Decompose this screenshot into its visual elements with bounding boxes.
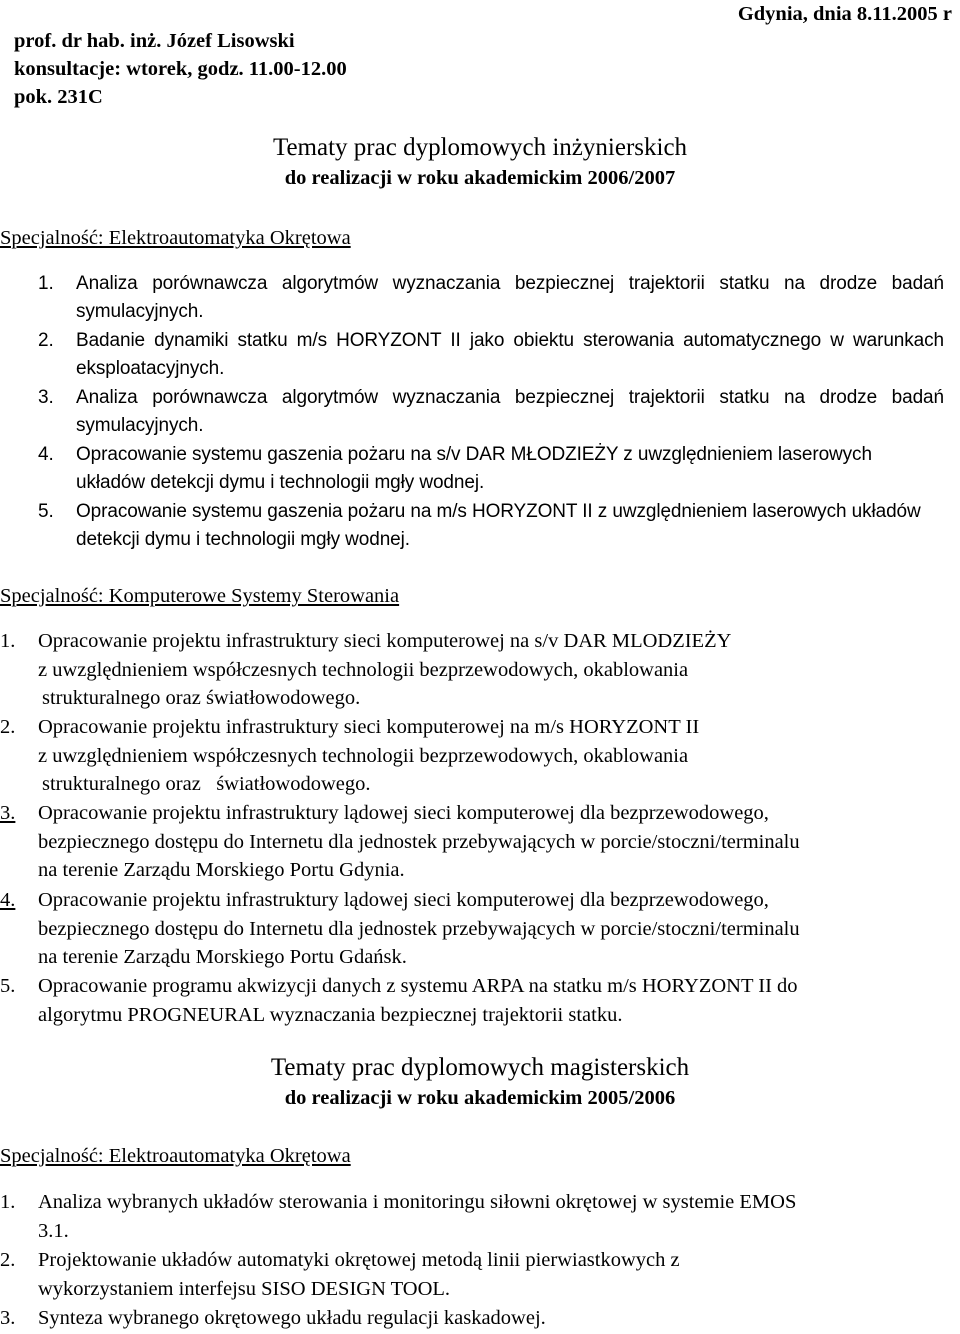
section1-heading xyxy=(0,133,960,191)
list-item: 5. Opracowanie systemu gaszenia pożaru na m/s HORYZONT II z uwzględnieniem laserowych układów detekcji dymu i technologii mgły wodnej. xyxy=(38,501,921,550)
list-item: 1. Analiza porównawcza algorytmów wyznaczania bezpiecznej trajektorii statku na drodze badań symulacyjnych. xyxy=(38,273,944,322)
list-item: 1. Analiza wybranych układów sterowania i monitoringu siłowni okrętowej w systemie EMOS 3.1. xyxy=(0,1191,797,1242)
room-number: pok. 231C xyxy=(14,86,103,108)
section1-specialization-a: Specjalność: Elektroautomatyka Okrętowa xyxy=(0,227,351,249)
list-item: 2. Badanie dynamiki statku m/s HORYZONT II jako obiektu sterowania automatycznego w warunkach eksploatacyjnych. xyxy=(38,330,944,379)
list-item: 5. Opracowanie programu akwizycji danych z systemu ARPA na statku m/s HORYZONT II do algorytmu PROGNEURAL wyznaczania bezpiecznej trajektorii statku. xyxy=(0,975,798,1026)
list-item: 4. Opracowanie projektu infrastruktury lądowej sieci komputerowej dla bezprzewodowego, bezpiecznego dostępu do Internetu dla jednostek przebywających w porcie/stoczni/terminalu na terenie Zarządu Morskiego Portu Gdańsk. xyxy=(0,889,800,968)
author-name: prof. dr hab. inż. Józef Lisowski xyxy=(14,30,295,52)
section1-spec-b-list xyxy=(0,627,960,1030)
section1-title: Tematy prac dyplomowych inżynierskich xyxy=(272,134,688,161)
section2-title: Tematy prac dyplomowych magisterskich xyxy=(270,1054,690,1081)
section1-subtitle: do realizacji w roku akademickim 2006/2007 xyxy=(284,167,676,189)
section1-spec-a-list xyxy=(38,270,944,552)
section2-spec-a-list xyxy=(0,1188,960,1334)
section1-specialization-b: Specjalność: Komputerowe Systemy Sterowania xyxy=(0,585,400,607)
section2-specialization-a: Specjalność: Elektroautomatyka Okrętowa xyxy=(0,1145,351,1167)
list-item: 4. Opracowanie systemu gaszenia pożaru na s/v DAR MŁODZIEŻY z uwzględnieniem laserowych układów detekcji dymu i technologii mgły wodnej. xyxy=(38,444,872,493)
list-item: 1. Opracowanie projektu infrastruktury sieci komputerowej na s/v DAR MLODZIEŻY z uwzględnieniem współczesnych technologii bezprzewodowych, okablowania strukturalnego oraz światłowodowego. xyxy=(0,630,732,709)
consultation-hours: konsultacje: wtorek, godz. 11.00-12.00 xyxy=(14,58,347,80)
document-date: Gdynia, dnia 8.11.2005 r xyxy=(737,3,952,25)
list-item: 3. Synteza wybranego okrętowego układu regulacji kaskadowej. xyxy=(0,1307,546,1329)
section2-subtitle: do realizacji w roku akademickim 2005/2006 xyxy=(284,1087,676,1109)
author-block xyxy=(14,27,347,111)
list-item: 3. Opracowanie projektu infrastruktury lądowej sieci komputerowej dla bezprzewodowego, bezpiecznego dostępu do Internetu dla jednostek przebywających w porcie/stoczni/terminalu na terenie Zarządu Morskiego Portu Gdynia. xyxy=(0,802,800,881)
list-item: 2. Opracowanie projektu infrastruktury sieci komputerowej na m/s HORYZONT II z uwzględnieniem współczesnych technologii bezprzewodowych, okablowania strukturalnego oraz światłowodowego. xyxy=(0,716,700,795)
section2-heading xyxy=(0,1053,960,1111)
list-item: 3. Analiza porównawcza algorytmów wyznaczania bezpiecznej trajektorii statku na drodze badań symulacyjnych. xyxy=(38,387,944,436)
list-item: 2. Projektowanie układów automatyki okrętowej metodą linii pierwiastkowych z wykorzystaniem interfejsu SISO DESIGN TOOL. xyxy=(0,1249,680,1300)
